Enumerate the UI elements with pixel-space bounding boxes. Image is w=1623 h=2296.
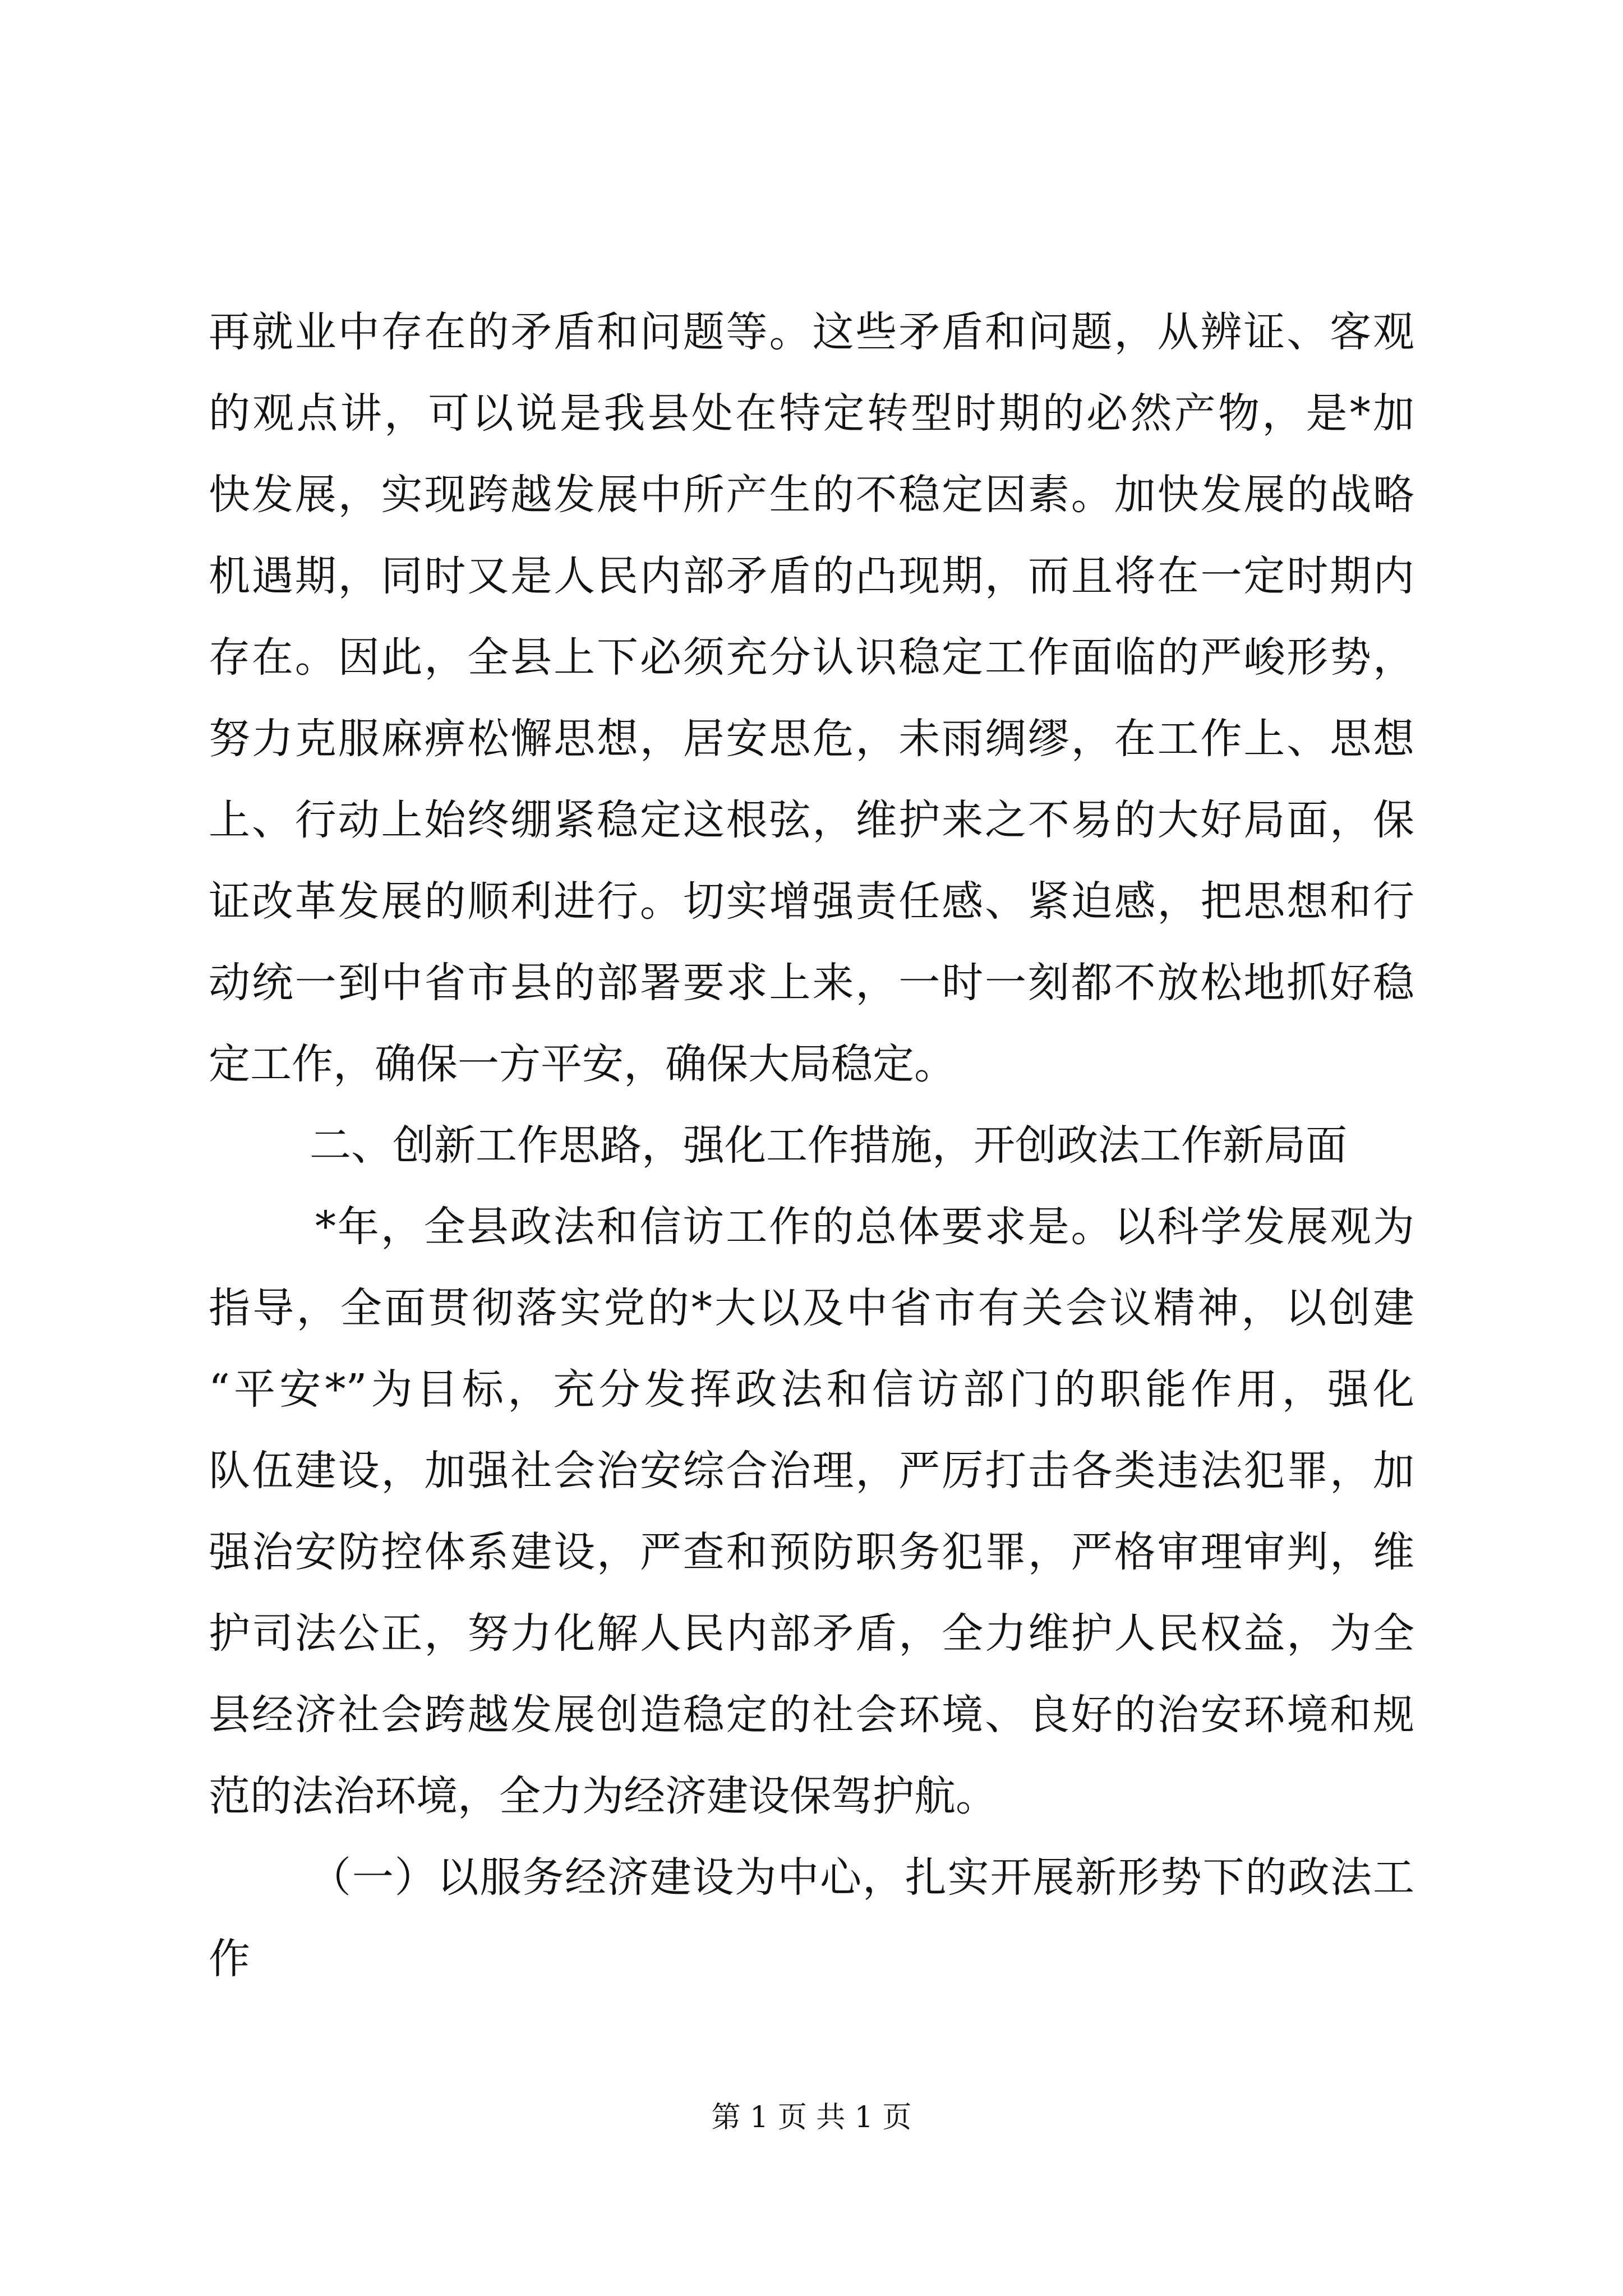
paragraph-line: 县经济社会跨越发展创造稳定的社会环境、良好的治安环境和规 <box>209 1691 1414 1739</box>
paragraph-line: 努力克服麻痹松懈思想，居安思危，未雨绸缪，在工作上、思想 <box>209 715 1414 763</box>
paragraph-line: 快发展，实现跨越发展中所产生的不稳定因素。加快发展的战略 <box>209 471 1414 519</box>
paragraph-line: “平安*”为目标，充分发挥政法和信访部门的职能作用，强化 <box>209 1365 1414 1414</box>
paragraph-line: *年，全县政法和信访工作的总体要求是。以科学发展观为 <box>315 1203 1414 1251</box>
subsection-heading: （一）以服务经济建设为中心，扎实开展新形势下的政法工 <box>310 1853 1414 1902</box>
paragraph-line: 指导，全面贯彻落实党的*大以及中省市有关会议精神，以创建 <box>209 1284 1414 1332</box>
paragraph-line: 护司法公正，努力化解人民内部矛盾，全力维护人民权益，为全 <box>209 1609 1414 1658</box>
paragraph-line: 上、行动上始终绷紧稳定这根弦，维护来之不易的大好局面，保 <box>209 796 1414 844</box>
paragraph-line: 强治安防控体系建设，严查和预防职务犯罪，严格审理审判，维 <box>209 1528 1414 1576</box>
paragraph-line: 范的法治环境，全力为经济建设保驾护航。 <box>209 1772 997 1820</box>
paragraph-line: 队伍建设，加强社会治安综合治理，严厉打击各类违法犯罪，加 <box>209 1447 1414 1495</box>
paragraph-line: 的观点讲，可以说是我县处在特定转型时期的必然产物，是*加 <box>209 389 1414 438</box>
paragraph-line: 机遇期，同时又是人民内部矛盾的凸现期，而且将在一定时期内 <box>209 552 1414 600</box>
paragraph-line: 再就业中存在的矛盾和问题等。这些矛盾和问题，从辨证、客观 <box>209 308 1414 356</box>
paragraph-line: 动统一到中省市县的部署要求上来，一时一刻都不放松地抓好稳 <box>209 959 1414 1007</box>
page-footer: 第 1 页 共 1 页 <box>711 2101 912 2134</box>
subsection-heading-continued: 作 <box>209 1935 250 1983</box>
paragraph-line: 定工作，确保一方平安，确保大局稳定。 <box>209 1040 956 1088</box>
document-body <box>209 292 1414 2000</box>
section-heading: 二、创新工作思路，强化工作措施，开创政法工作新局面 <box>310 1121 1347 1170</box>
paragraph-line: 证改革发展的顺利进行。切实增强责任感、紧迫感，把思想和行 <box>209 877 1414 926</box>
paragraph-line: 存在。因此，全县上下必须充分认识稳定工作面临的严峻形势， <box>209 633 1414 682</box>
